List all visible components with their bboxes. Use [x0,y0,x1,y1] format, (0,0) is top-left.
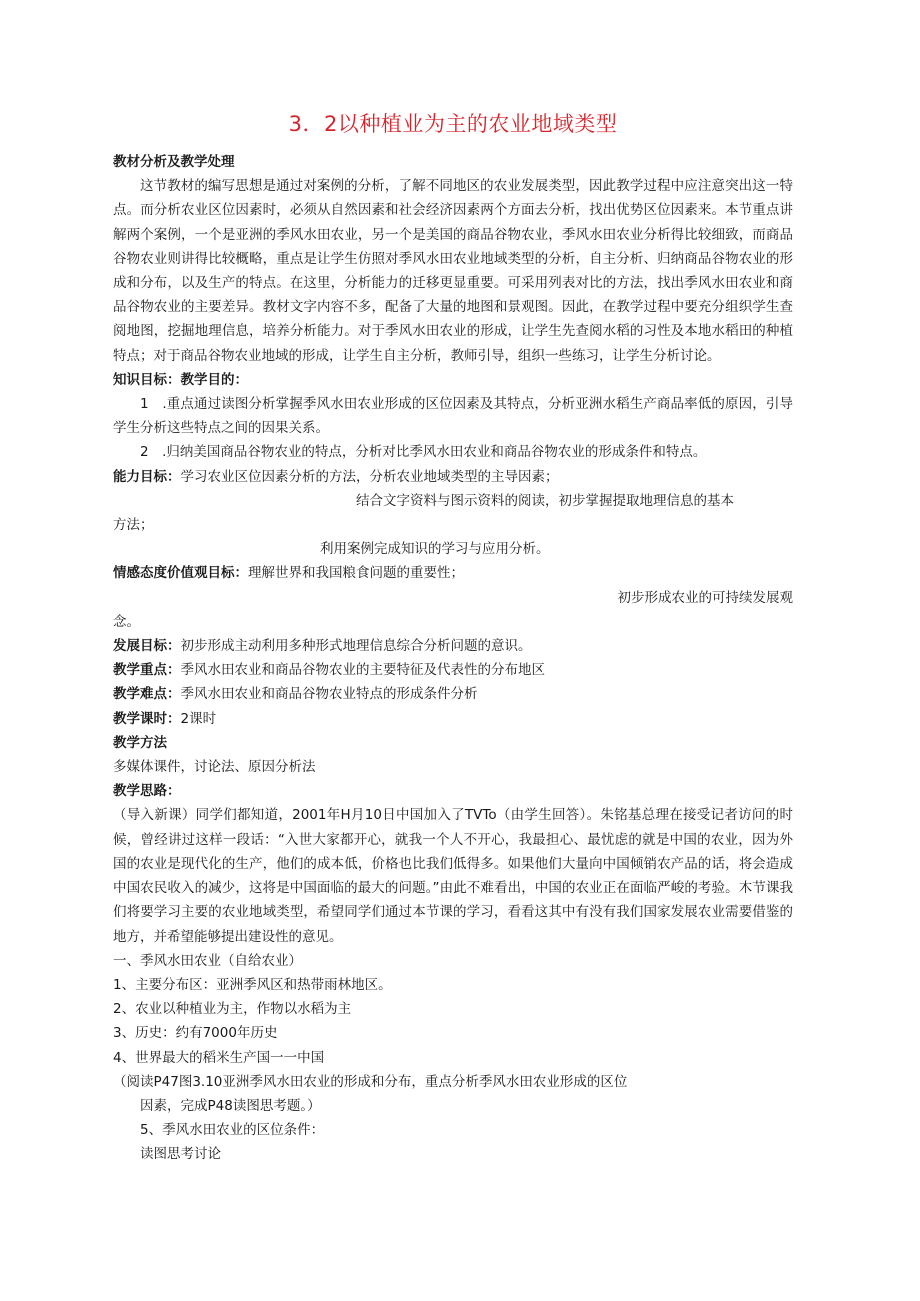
ability-objectives-label: 能力目标： [113,468,181,485]
part-1-item-5: 5、季风水田农业的区位条件： [140,1122,325,1139]
part-1-item-2: 2、农业以种植业为主，作物以水稻为主 [113,1001,352,1018]
teaching-key-points [113,658,793,682]
teaching-difficulties [113,682,793,706]
teaching-difficulties-label: 教学难点： [113,686,181,703]
reading-note-line-1: （阅读P47图3.10亚洲季风水田农业的形成和分布，重点分析季风水田农业形成的区位 [113,1073,628,1090]
reading-note-line-2: 因素，完成P48读图思考题。） [140,1097,321,1114]
teaching-key-points-text: 季风水田农业和商品谷物农业的主要特征及代表性的分布地区 [180,662,545,679]
knowledge-item-2: 2 .归纳美国商品谷物农业的特点，分析对比季风水田农业和商品谷物农业的形成条件和特点。 [140,444,707,461]
development-objectives-text: 初步形成主动利用多种形式地理信息综合分析问题的意识。 [180,638,532,655]
development-objectives-label: 发展目标： [113,638,181,655]
teaching-hours-label: 教学课时： [113,710,181,727]
emotion-objectives-label: 情感态度价值观目标： [113,565,248,582]
part-1-item-5-sub: 读图思考讨论 [140,1146,221,1163]
emotion-objectives-text-1: 理解世界和我国粮食问题的重要性； [248,565,464,582]
teaching-key-points-label: 教学重点： [113,662,181,679]
ability-objectives-line-2-cont: 方法； [113,517,154,534]
teaching-hours [113,707,793,731]
ability-objectives-line-1 [113,465,793,489]
part-1-item-1: 1、主要分布区：亚洲季风区和热带雨林地区。 [113,976,392,993]
knowledge-objectives-heading: 知识目标：教学目的： [113,371,248,388]
part-1-item-4: 4、世界最大的稻米生产国一一中国 [113,1049,325,1066]
emotion-objectives-line-1 [113,561,793,585]
teaching-ideas-heading: 教学思路： [113,783,181,800]
teaching-methods-heading: 教学方法 [113,734,167,751]
emotion-objectives-line-2: 初步形成农业的可持续发展观 [617,589,793,606]
knowledge-item-1: 1 .重点通过读图分析掌握季风水田农业形成的区位因素及其特点，分析亚洲水稻生产商品率低的原因，引导学生分析这些特点之间的因果关系。 [113,396,793,437]
document-page [113,108,793,1167]
emotion-objectives-line-2-cont: 念。 [113,613,140,630]
ability-objectives-line-3: 利用案例完成知识的学习与应用分析。 [320,541,550,558]
ability-objectives-line-2: 结合文字资料与图示资料的阅读，初步掌握提取地理信息的基本 [356,492,734,509]
teaching-ideas-paragraph: （导入新课）同学们都知道，2001年H月10日中国加入了TVTo（由学生回答）。朱铭基总理在接受记者访问的时候，曾经讲过这样一段话：“入世大家都开心，就我一个人不开心，我最担心、最忧虑的就是中国的农业，因为外国的农业是现代化的生产，他们的成本低，价格也比我们低得多。如果他们大量向中国倾销农产品的话，将会造成中国农民收入的减少，这将是中国面临的最大的问题。”由此不难看出，中国的农业正在面临严峻的考验。木节课我们将要学习主要的农业地域类型，希望同学们通过本节课的学习，看看这其中有没有我们国家发展农业需要借鉴的地方，并希望能够提出建设性的意见。 [113,807,793,945]
teaching-methods-text: 多媒体课件，讨论法、原因分析法 [113,759,316,776]
development-objectives [113,634,793,658]
material-analysis-paragraph: 这节教材的编写思想是通过对案例的分析，了解不同地区的农业发展类型，因此教学过程中应注意突出这一特点。而分析农业区位因素时，必须从自然因素和社会经济因素两个方面去分析，找出优势区位因素来。本节重点讲解两个案例，一个是亚洲的季风水田农业，另一个是美国的商品谷物农业，季风水田农业分析得比较细致，而商品谷物农业则讲得比较概略，重点是让学生仿照对季风水田农业地域类型的分析，自主分析、归纳商品谷物农业的形成和分布，以及生产的特点。在这里，分析能力的迁移更显重要。可采用列表对比的方法，找出季风水田农业和商品谷物农业的主要差异。教材文字内容不多，配备了大量的地图和景观图。因此，在教学过程中要充分组织学生查阅地图，挖掘地理信息，培养分析能力。对于季风水田农业的形成，让学生先查阅水稻的习性及本地水稻田的种植特点；对于商品谷物农业地域的形成，让学生自主分析，教师引导，组织一些练习，让学生分析讨论。 [113,178,793,364]
teaching-hours-text: 2课时 [180,710,217,727]
section-heading-material-analysis: 教材分析及教学处理 [113,154,235,170]
ability-objectives-text-1: 学习农业区位因素分析的方法，分析农业地域类型的主导因素； [180,468,559,485]
part-1-heading: 一、季风水田农业（自给农业） [113,952,302,969]
teaching-difficulties-text: 季风水田农业和商品谷物农业特点的形成条件分析 [180,686,478,703]
part-1-item-3: 3、历史：约有7000年历史 [113,1025,278,1042]
page-title: 3．2以种植业为主的农业地域类型 [288,112,618,136]
